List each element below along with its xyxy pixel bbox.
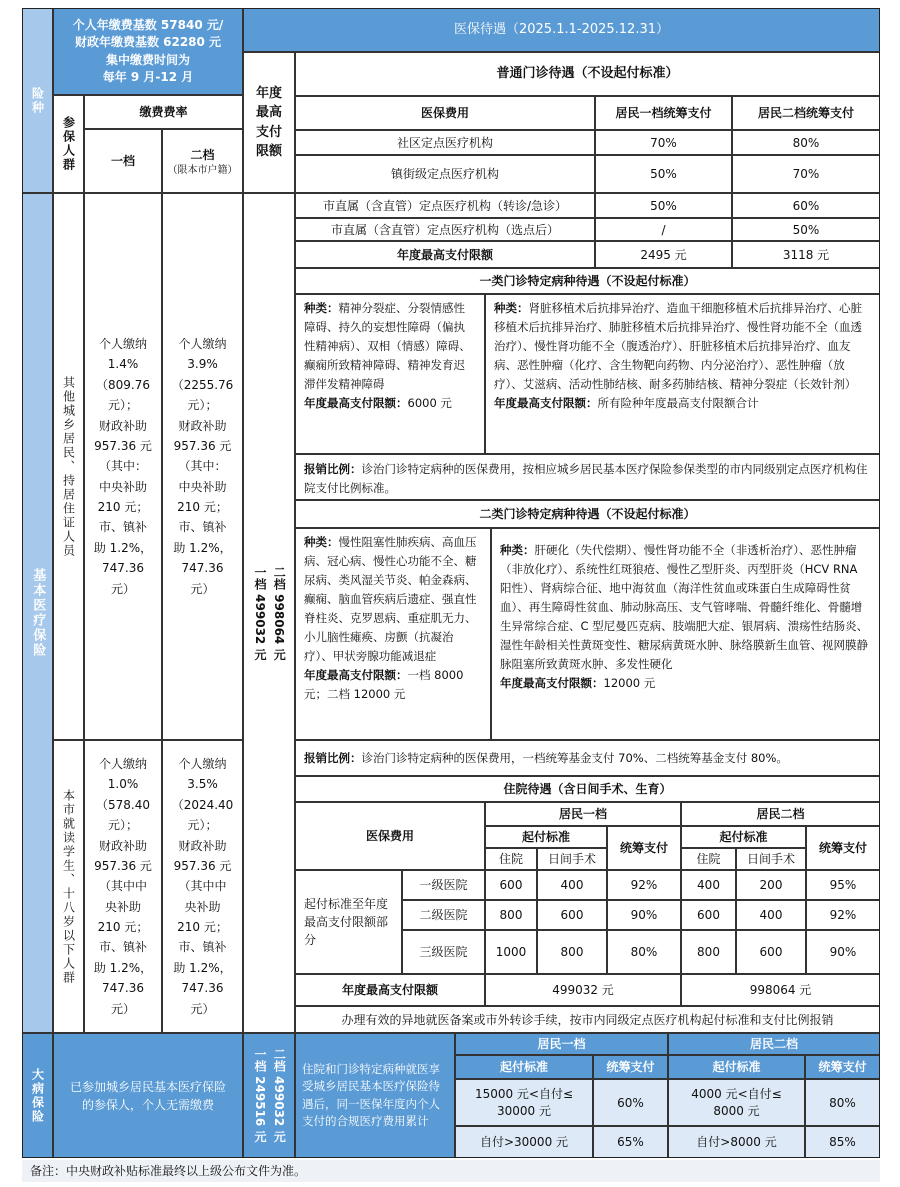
referral-note: 办理有效的异地就医备案或市外转诊手续，按市内同级定点医疗机构起付标准和支付比例报销: [295, 1006, 880, 1033]
special2-right-cell: 种类：肝硬化（失代偿期）、慢性肾功能不全（非透析治疗）、恶性肿瘤（非放化疗）、系统性红斑狼疮、慢性乙型肝炎、丙型肝炎（HCV RNA 阳性）、肾病综合征、地中海贫血（海洋性贫血或珠蛋白生成障碍性贫血）、再生障碍性贫血、肺动脉高压、支气管哮喘、骨髓纤维化、骨髓增生异常综合症、C 型尼曼匹克病、肢端肥大症、银屑病、溃疡性结肠炎、湿性年龄相关性黄斑变性、糖尿病黄斑水肿、脉络膜新生血管、视网膜静脉阻塞所致黄斑水肿、多发性硬化 年度最高支付限额：12000 元: [491, 528, 880, 740]
inpatient-t2-inpatient-col: 住院: [681, 848, 736, 870]
critical-t2-range2-pay: 85%: [805, 1126, 880, 1158]
critical-t2-range2: 自付>8000 元: [668, 1126, 805, 1158]
inpatient-cell: 95%: [806, 870, 880, 900]
inpatient-limit-label: 年度最高支付限额: [295, 974, 485, 1006]
inpatient-cell: 600: [537, 900, 607, 930]
inpatient-range-label: 起付标准至年度最高支付限额部分: [295, 870, 402, 974]
general-row-name: 市直属（含直管）定点医疗机构（选点后）: [295, 218, 595, 241]
benefits-title: 医保待遇（2025.1.1-2025.12.31）: [243, 8, 880, 52]
basic-annual-limits: 二档 998064 元 一档 499032 元: [243, 193, 295, 1033]
critical-t1-range1-pay: 60%: [593, 1079, 668, 1126]
general-row-name: 镇街级定点医疗机构: [295, 155, 595, 193]
general-row-t2: 60%: [732, 193, 880, 218]
inpatient-t1-inpatient-col: 住院: [485, 848, 537, 870]
critical-t1-pooled: 统筹支付: [593, 1055, 668, 1079]
special1-reimbursement: 报销比例：诊治门诊特定病种的医保费用，按相应城乡居民基本医疗保险参保类型的市内同级别定点医疗机构住院支付比例标准。: [295, 454, 880, 500]
critical-label: 大病保险: [22, 1033, 53, 1158]
critical-t2-range1: 4000 元<自付≤ 8000 元: [668, 1079, 805, 1126]
inpatient-t1-pooled: 统筹支付: [607, 826, 681, 870]
general-row-name: 社区定点医疗机构: [295, 130, 595, 155]
contribution-base-header: 个人年缴费基数 57840 元/ 财政年缴费基数 62280 元 集中缴费时间为 每年 9 月-12 月: [53, 8, 243, 95]
general-limit-t2: 3118 元: [732, 241, 880, 268]
general-row-t2: 80%: [732, 130, 880, 155]
general-limit-label: 年度最高支付限额: [295, 241, 595, 268]
inpatient-cell: 90%: [607, 900, 681, 930]
special2-title: 二类门诊特定病种待遇（不设起付标准）: [295, 500, 880, 528]
inpatient-cell: 600: [681, 900, 736, 930]
general-col-tier1: 居民一档统筹支付: [595, 96, 732, 130]
tier1-header: 一档: [84, 129, 162, 193]
general-row-t1: /: [595, 218, 732, 241]
general-limit-t1: 2495 元: [595, 241, 732, 268]
critical-t1-deductible: 起付标准: [455, 1055, 593, 1079]
inpatient-level: 三级医院: [402, 930, 485, 974]
inpatient-tier2: 居民二档: [681, 802, 880, 826]
special1-right-cell: 种类：肾脏移植术后抗排异治疗、造血干细胞移植术后抗排异治疗、心脏移植术后抗排异治疗、肺脏移植术后抗排异治疗、慢性肾功能不全（血透治疗）、慢性肾功能不全（腹透治疗）、肝脏移植术后抗排异治疗、血友病、恶性肿瘤（化疗、含生物靶向药物、内分泌治疗）、恶性肿瘤（放疗）、艾滋病、活动性肺结核、耐多药肺结核、精神分裂症（长效针剂） 年度最高支付限额：所有险种年度最高支付限额合计: [485, 294, 880, 454]
general-col-tier2: 居民二档统筹支付: [732, 96, 880, 130]
special2-left-cell: 种类：慢性阻塞性肺疾病、高血压病、冠心病、慢性心功能不全、糖尿病、类风湿关节炎、帕金森病、癫痫、脑血管疾病后遗症、强直性脊柱炎、克罗恩病、重症肌无力、小儿脑性瘫痪、房颤（抗凝治疗）、甲状旁腺功能减退症 年度最高支付限额：一档 8000 元；二档 12000 元: [295, 528, 491, 740]
critical-desc: 住院和门诊特定病种就医享受城乡居民基本医疗保险待遇后，同一医保年度内个人支付的合规医疗费用累计: [295, 1033, 455, 1158]
inpatient-cell: 400: [736, 900, 806, 930]
group1-label: 其他城乡居民、持居住证人员: [53, 193, 84, 740]
critical-tier2: 居民二档: [668, 1033, 880, 1055]
special2-reimbursement: 报销比例：诊治门诊特定病种的医保费用，一档统筹基金支付 70%、二档统筹基金支付 80%。: [295, 740, 880, 776]
general-row-t2: 50%: [732, 218, 880, 241]
general-col-expense: 医保费用: [295, 96, 595, 130]
inpatient-cell: 92%: [806, 900, 880, 930]
inpatient-title: 住院待遇（含日间手术、生育）: [295, 776, 880, 802]
inpatient-level: 一级医院: [402, 870, 485, 900]
inpatient-tier1: 居民一档: [485, 802, 681, 826]
inpatient-cell: 600: [736, 930, 806, 974]
inpatient-cell: 800: [485, 900, 537, 930]
inpatient-t2-deductible: 起付标准: [681, 826, 806, 848]
inpatient-t1-deductible: 起付标准: [485, 826, 607, 848]
general-row-t2: 70%: [732, 155, 880, 193]
inpatient-cell: 400: [537, 870, 607, 900]
inpatient-t1-day-col: 日间手术: [537, 848, 607, 870]
general-row-t1: 50%: [595, 193, 732, 218]
general-outpatient-title: 普通门诊待遇（不设起付标准）: [295, 52, 880, 96]
tier2-header: 二档 （限本市户籍）: [162, 129, 243, 193]
critical-limits: 二档 499032 元 一档 249516 元: [243, 1033, 295, 1158]
critical-t1-range2: 自付>30000 元: [455, 1126, 593, 1158]
inpatient-cell: 1000: [485, 930, 537, 974]
inpatient-cell: 800: [681, 930, 736, 974]
special1-left-cell: 种类：精神分裂症、分裂情感性障碍、持久的妄想性障碍（偏执性精神病）、双相（情感）障碍、癫痫所致精神障碍、精神发育迟滞伴发精神障碍 年度最高支付限额：6000 元: [295, 294, 485, 454]
special1-title: 一类门诊特定病种待遇（不设起付标准）: [295, 268, 880, 294]
general-row-t1: 50%: [595, 155, 732, 193]
critical-t1-range1: 15000 元<自付≤ 30000 元: [455, 1079, 593, 1126]
group2-tier1-rate: 个人缴纳 1.0% （578.40 元）； 财政补助 957.36 元 （其中中 央补助 210 元； 市、镇补 助 1.2%， 747.36 元）: [84, 740, 162, 1033]
general-row-name: 市直属（含直管）定点医疗机构（转诊/急诊）: [295, 193, 595, 218]
inpatient-cell: 80%: [607, 930, 681, 974]
critical-t2-pooled: 统筹支付: [805, 1055, 880, 1079]
critical-t2-range1-pay: 80%: [805, 1079, 880, 1126]
group2-tier2-rate: 个人缴纳 3.5% （2024.40 元）； 财政补助 957.36 元 （其中中 央补助 210 元； 市、镇补 助 1.2%， 747.36 元）: [162, 740, 243, 1033]
critical-t1-range2-pay: 65%: [593, 1126, 668, 1158]
inpatient-t2-day-col: 日间手术: [736, 848, 806, 870]
inpatient-cell: 90%: [806, 930, 880, 974]
group2-label: 本市就读学生、十八岁以下人群: [53, 740, 84, 1033]
critical-tier1: 居民一档: [455, 1033, 668, 1055]
table-outer-border: [22, 8, 880, 1158]
inpatient-level: 二级医院: [402, 900, 485, 930]
inpatient-t2-pooled: 统筹支付: [806, 826, 880, 870]
annual-limit-header: 年度最高支付限额: [243, 52, 295, 193]
inpatient-cell: 800: [537, 930, 607, 974]
contribution-rate-header: 缴费费率: [84, 95, 243, 129]
general-row-t1: 70%: [595, 130, 732, 155]
insurance-type-header: 险种: [22, 8, 53, 193]
group1-tier2-rate: 个人缴纳 3.9% （2255.76 元）； 财政补助 957.36 元 （其中： 中央补助 210 元； 市、镇补 助 1.2%， 747.36 元）: [162, 193, 243, 740]
critical-t2-deductible: 起付标准: [668, 1055, 805, 1079]
basic-medical-label: 基本医疗保险: [22, 193, 53, 1033]
critical-contribution: 已参加城乡居民基本医疗保险的参保人，个人无需缴费: [53, 1033, 243, 1158]
inpatient-limit-t1: 499032 元: [485, 974, 681, 1006]
inpatient-limit-t2: 998064 元: [681, 974, 880, 1006]
inpatient-cell: 200: [736, 870, 806, 900]
inpatient-cell: 400: [681, 870, 736, 900]
inpatient-cell: 92%: [607, 870, 681, 900]
footnote: 备注：中央财政补贴标准最终以上级公布文件为准。: [22, 1160, 880, 1182]
participant-group-header: 参保人群: [53, 95, 84, 193]
inpatient-cell: 600: [485, 870, 537, 900]
group1-tier1-rate: 个人缴纳 1.4% （809.76 元）； 财政补助 957.36 元 （其中： 中央补助 210 元； 市、镇补 助 1.2%， 747.36 元）: [84, 193, 162, 740]
inpatient-col-expense: 医保费用: [295, 802, 485, 870]
